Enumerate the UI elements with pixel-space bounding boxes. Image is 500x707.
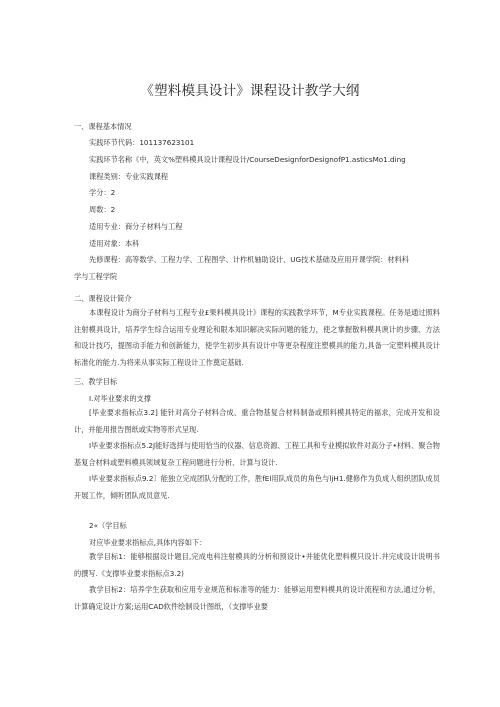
subheading-teaching-goals: 2«（学目标 xyxy=(89,521,127,530)
course-prerequisites-cont: 学与工程学院 xyxy=(74,272,118,281)
course-name: 实践环节名称《中，英文%塑料模具设计课程设计/CourseDesignforDesignofP1.asticsMo1.ding xyxy=(89,155,406,164)
section-heading-basic-info: 一、课程基本情况 xyxy=(74,122,132,131)
goals-intro: 对应毕业要求指标点,具体内容如下： xyxy=(89,538,207,547)
course-major: 适用专业：商分子材料与工程 xyxy=(89,222,183,231)
teaching-goal-2: 教学目标2：培养学生获取和应用专业规范和标准等的能力：能够运用塑料模具的设计流程和方法,通过分析，计算确定设计方案;运用CAD软件绘制设计图纸，（支撑毕业要 xyxy=(74,585,440,611)
course-audience: 适用对象：本科 xyxy=(89,239,140,248)
course-code: 实践环节代码：101137623101 xyxy=(89,138,195,147)
course-credits: 学分：2 xyxy=(89,188,116,197)
page-title: 《塑料模具设计》课程设计教学大纲 xyxy=(140,83,360,99)
section-heading-intro: 二、课程设计简介 xyxy=(74,294,132,303)
section-heading-objectives: 三、教学目标 xyxy=(74,377,118,386)
requirement-9-2: I毕业要求指标点9.2〕能独立完成团队分配的工作，胜fEl用队成员的角色与ljH1.健修作为负成人组织团队成员开展工作，倾听团队成员意见. xyxy=(74,474,440,500)
course-category: 课程类别：专业实践课程 xyxy=(89,172,169,181)
teaching-goal-1: 教学目标1：能够根据设计题目,完成电科注射模具的分析和预设计•并能优化塑料模只设计.井完成设计说明书的撰写.《支撑毕业要求指标点3.2) xyxy=(74,552,440,578)
intro-paragraph: 本课程设计为商分子材料与工程专业£果料模具设计》课程的实践教学环节，M专业实践课程。任务是通过照料注射模具设计，培养学生综合运用专业理论和限本知识解决实际问题的能力，使之掌握散料模具谀计的步骤、方法和设计技巧，提图动手能力和创新能力，使学生初步具有设计中等更杂程度注塑模具的能力,具备一定塑料模具设计标准化的能力.为将来从事实际工程设计工作奠定基础. xyxy=(74,308,440,367)
course-prerequisites: 先修课程：高等数学、工程力学、工程图学、计柞机轴助设计、UG技术基础及应用开课学院：材料科 xyxy=(89,255,409,264)
course-weeks: 周数：2 xyxy=(89,205,116,214)
requirement-3-2: [毕业要求指标点3.2] 能针对高分子材料合成、重合物基复合材料制备或照料模具特定的福求，完成开发和设计，并能用报告图纸或实物等形式呈现. xyxy=(74,408,440,434)
requirement-5-2: I毕业要求指标点5.2J能好选择与使用恰当的仪器、信息资源、工程工具和专业模拟软件对高分子•材料、聚合物基复合材料或塑料模具领域复杂工程问题进行分析、计算与设计. xyxy=(74,441,440,467)
subheading-graduation-support: I.对毕业要求的支撑 xyxy=(89,394,151,403)
